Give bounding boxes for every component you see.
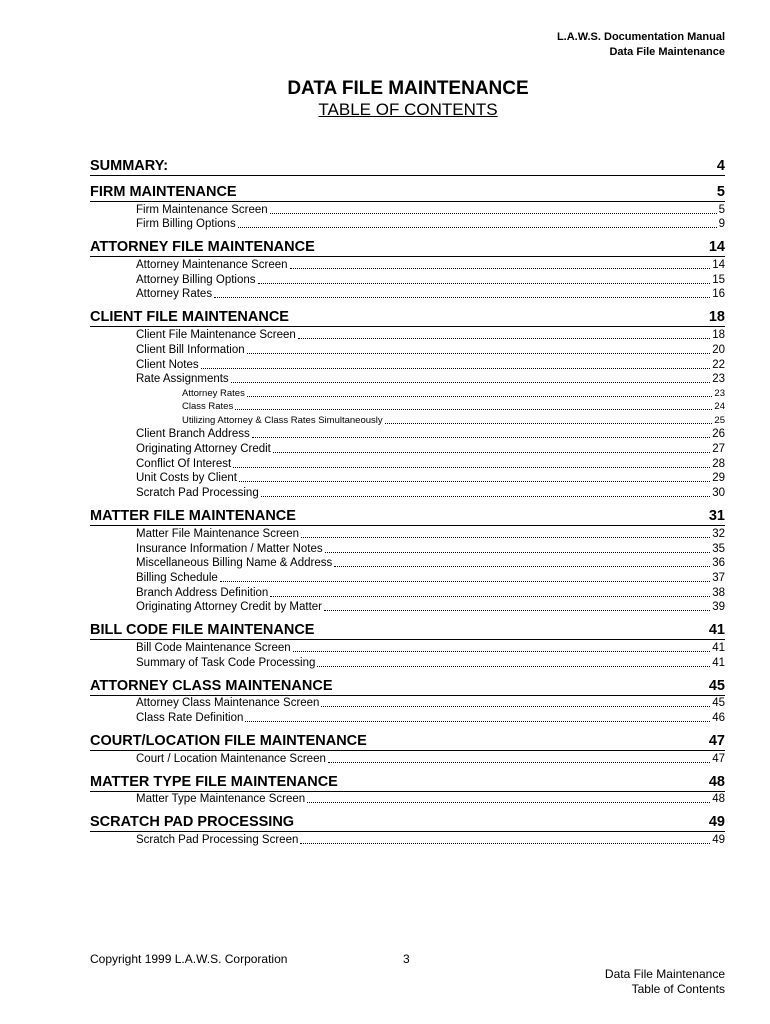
toc-section[interactable] xyxy=(90,309,725,327)
toc-subentry[interactable] xyxy=(182,413,725,427)
toc-section-page: 49 xyxy=(708,814,725,831)
dot-leader xyxy=(247,396,713,397)
toc-entry-title: Attorney Class Maintenance Screen xyxy=(136,697,320,710)
toc-entry-title: Client Branch Address xyxy=(136,428,250,441)
toc-entry[interactable] xyxy=(136,710,725,725)
toc-section-title: ATTORNEY CLASS MAINTENANCE xyxy=(90,677,333,694)
toc-entry-page: 23 xyxy=(712,373,725,386)
footer-section xyxy=(605,967,725,997)
dot-leader xyxy=(270,213,717,214)
dot-leader xyxy=(233,467,710,468)
toc-section[interactable] xyxy=(90,678,725,696)
toc-entry[interactable] xyxy=(136,287,725,302)
table-of-contents xyxy=(90,158,725,847)
header-manual-title: L.A.W.S. Documentation Manual xyxy=(556,31,725,43)
toc-entry[interactable] xyxy=(136,792,725,807)
toc-section-title: BILL CODE FILE MAINTENANCE xyxy=(90,622,315,639)
toc-section-title: MATTER TYPE FILE MAINTENANCE xyxy=(90,773,338,790)
toc-entry[interactable] xyxy=(136,272,725,287)
toc-entry-title: Summary of Task Code Processing xyxy=(136,656,316,669)
page-subtitle: TABLE OF CONTENTS xyxy=(318,100,498,119)
toc-entry[interactable] xyxy=(136,526,725,541)
toc-entry-title: Conflict Of Interest xyxy=(136,457,232,470)
toc-entry[interactable] xyxy=(136,357,725,372)
toc-section-page: 4 xyxy=(716,158,725,174)
toc-entry[interactable] xyxy=(136,372,725,387)
toc-entry-page: 22 xyxy=(712,358,725,371)
dot-leader xyxy=(334,566,710,567)
toc-section-title: FIRM MAINTENANCE xyxy=(90,184,237,200)
dot-leader xyxy=(317,666,710,667)
toc-entry-page: 20 xyxy=(712,343,725,356)
dot-leader xyxy=(324,610,710,611)
dot-leader xyxy=(235,409,712,410)
toc-entry[interactable] xyxy=(136,751,725,766)
toc-entry-page: 41 xyxy=(712,656,725,669)
toc-section[interactable] xyxy=(90,239,725,257)
toc-entry[interactable] xyxy=(136,832,725,847)
toc-entry-page: 45 xyxy=(712,697,725,710)
dot-leader xyxy=(252,437,710,438)
dot-leader xyxy=(301,537,710,538)
dot-leader xyxy=(258,283,711,284)
toc-entry-page: 14 xyxy=(712,259,725,272)
toc-entry-title: Utilizing Attorney & Class Rates Simultaneously xyxy=(182,414,383,426)
footer-section-line1: Data File Maintenance xyxy=(604,967,725,981)
dot-leader xyxy=(201,368,711,369)
page-title: DATA FILE MAINTENANCE xyxy=(287,78,529,99)
toc-section[interactable] xyxy=(90,508,725,526)
footer-copyright: Copyright 1999 L.A.W.S. Corporation xyxy=(90,952,288,966)
toc-section-title: SCRATCH PAD PROCESSING xyxy=(90,814,295,831)
dot-leader xyxy=(238,227,717,228)
toc-entry[interactable] xyxy=(136,202,725,217)
toc-entry-title: Attorney Rates xyxy=(136,288,213,301)
dot-leader xyxy=(270,596,710,597)
dot-leader xyxy=(293,651,711,652)
toc-entry-title: Firm Billing Options xyxy=(136,218,236,231)
toc-entry-page: 25 xyxy=(714,414,725,426)
toc-section-page: 5 xyxy=(716,184,725,200)
toc-section-page: 31 xyxy=(708,508,725,525)
toc-section-title: COURT/LOCATION FILE MAINTENANCE xyxy=(90,733,367,749)
toc-entry-page: 38 xyxy=(712,586,725,599)
toc-section[interactable] xyxy=(90,184,725,202)
toc-entry-page: 16 xyxy=(712,288,725,301)
toc-entry-title: Originating Attorney Credit xyxy=(136,443,271,456)
footer-page-number: 3 xyxy=(403,952,410,966)
toc-subentry[interactable] xyxy=(182,400,725,414)
toc-entry-page: 24 xyxy=(714,401,725,413)
toc-entry-page: 30 xyxy=(712,487,725,500)
toc-entry-title: Client Bill Information xyxy=(136,343,245,356)
header-section-title: Data File Maintenance xyxy=(609,46,725,58)
toc-section-page: 41 xyxy=(708,622,725,639)
toc-entry-title: Bill Code Maintenance Screen xyxy=(136,641,291,654)
dot-leader xyxy=(385,423,713,424)
toc-entry-title: Attorney Maintenance Screen xyxy=(136,259,288,272)
toc-entry[interactable] xyxy=(136,441,725,456)
toc-entry-title: Class Rate Definition xyxy=(136,712,244,724)
dot-leader xyxy=(307,802,710,803)
dot-leader xyxy=(290,268,711,269)
toc-entry-title: Scratch Pad Processing Screen xyxy=(136,834,299,847)
toc-entry-page: 39 xyxy=(712,601,725,614)
footer-section-line2: Table of Contents xyxy=(631,982,725,996)
dot-leader xyxy=(247,353,711,354)
running-header xyxy=(557,30,725,60)
toc-entry[interactable] xyxy=(136,696,725,711)
toc-entry-title: Branch Address Definition xyxy=(136,586,269,599)
toc-entry-page: 32 xyxy=(712,527,725,540)
toc-entry-title: Client Notes xyxy=(136,358,199,371)
toc-entry-page: 9 xyxy=(718,218,725,231)
toc-entry[interactable] xyxy=(136,217,725,232)
dot-leader xyxy=(214,297,710,298)
toc-section[interactable] xyxy=(90,622,725,640)
toc-entry-title: Insurance Information / Matter Notes xyxy=(136,542,323,555)
toc-entry-page: 28 xyxy=(712,457,725,470)
toc-entry[interactable] xyxy=(136,570,725,585)
dot-leader xyxy=(321,706,710,707)
dot-leader xyxy=(273,452,710,453)
toc-section[interactable] xyxy=(90,158,725,176)
toc-entry-title: Miscellaneous Billing Name & Address xyxy=(136,557,333,570)
toc-entry[interactable] xyxy=(136,655,725,670)
toc-entry[interactable] xyxy=(136,640,725,655)
toc-entry[interactable] xyxy=(136,485,725,500)
toc-section-page: 45 xyxy=(708,677,725,694)
toc-entry-title: Matter File Maintenance Screen xyxy=(136,527,299,540)
toc-entry-title: Client File Maintenance Screen xyxy=(136,329,296,342)
toc-section-title: MATTER FILE MAINTENANCE xyxy=(90,508,296,525)
toc-section[interactable] xyxy=(90,774,725,792)
toc-entry-title: Originating Attorney Credit by Matter xyxy=(136,601,322,614)
toc-entry[interactable] xyxy=(136,585,725,600)
dot-leader xyxy=(298,338,710,339)
toc-entry[interactable] xyxy=(136,541,725,556)
toc-entry-page: 36 xyxy=(712,557,725,570)
toc-entry[interactable] xyxy=(136,556,725,571)
dot-leader xyxy=(261,496,710,497)
toc-entry-title: Firm Maintenance Screen xyxy=(136,203,268,216)
toc-entry-page: 29 xyxy=(712,472,725,485)
toc-entry-page: 41 xyxy=(712,641,725,654)
toc-entry[interactable] xyxy=(136,456,725,471)
toc-section-page: 14 xyxy=(708,239,725,256)
toc-entry-page: 27 xyxy=(712,443,725,456)
toc-entry[interactable] xyxy=(136,257,725,272)
toc-entry-title: Billing Schedule xyxy=(136,571,218,584)
dot-leader xyxy=(300,843,710,844)
toc-section-title: CLIENT FILE MAINTENANCE xyxy=(90,309,289,326)
toc-entry-title: Attorney Billing Options xyxy=(136,273,256,286)
toc-section-page: 18 xyxy=(708,309,725,326)
toc-section-page: 48 xyxy=(708,773,725,790)
toc-section[interactable] xyxy=(90,814,725,832)
dot-leader xyxy=(245,721,710,722)
toc-entry[interactable] xyxy=(136,427,725,442)
toc-entry-title: Unit Costs by Client xyxy=(136,472,237,485)
toc-entry-page: 15 xyxy=(712,273,725,286)
toc-entry-page: 48 xyxy=(712,793,725,806)
toc-entry-title: Class Rates xyxy=(182,401,234,413)
dot-leader xyxy=(239,481,710,482)
toc-subentry[interactable] xyxy=(182,386,725,400)
dot-leader xyxy=(325,552,711,553)
toc-section-page: 47 xyxy=(708,733,725,749)
toc-entry[interactable] xyxy=(136,600,725,615)
toc-entry-page: 5 xyxy=(718,203,725,216)
toc-entry-page: 18 xyxy=(712,329,725,342)
toc-entry-page: 35 xyxy=(712,542,725,555)
toc-section-title: SUMMARY: xyxy=(90,158,169,174)
toc-entry[interactable] xyxy=(136,471,725,486)
dot-leader xyxy=(231,382,711,383)
toc-entry-title: Court / Location Maintenance Screen xyxy=(136,752,326,765)
toc-entry-page: 37 xyxy=(712,571,725,584)
toc-entry-title: Scratch Pad Processing xyxy=(136,487,259,500)
toc-entry-title: Rate Assignments xyxy=(136,373,229,386)
dot-leader xyxy=(328,762,710,763)
toc-entry[interactable] xyxy=(136,327,725,342)
toc-section[interactable] xyxy=(90,733,725,751)
toc-entry-page: 47 xyxy=(712,752,725,765)
toc-entry[interactable] xyxy=(136,342,725,357)
toc-entry-page: 26 xyxy=(712,428,725,441)
toc-entry-page: 49 xyxy=(712,834,725,847)
dot-leader xyxy=(220,581,710,582)
toc-section-title: ATTORNEY FILE MAINTENANCE xyxy=(90,239,315,256)
toc-entry-page: 46 xyxy=(712,712,725,724)
toc-entry-page: 23 xyxy=(714,387,725,399)
toc-entry-title: Attorney Rates xyxy=(182,387,245,399)
toc-entry-title: Matter Type Maintenance Screen xyxy=(136,793,306,806)
